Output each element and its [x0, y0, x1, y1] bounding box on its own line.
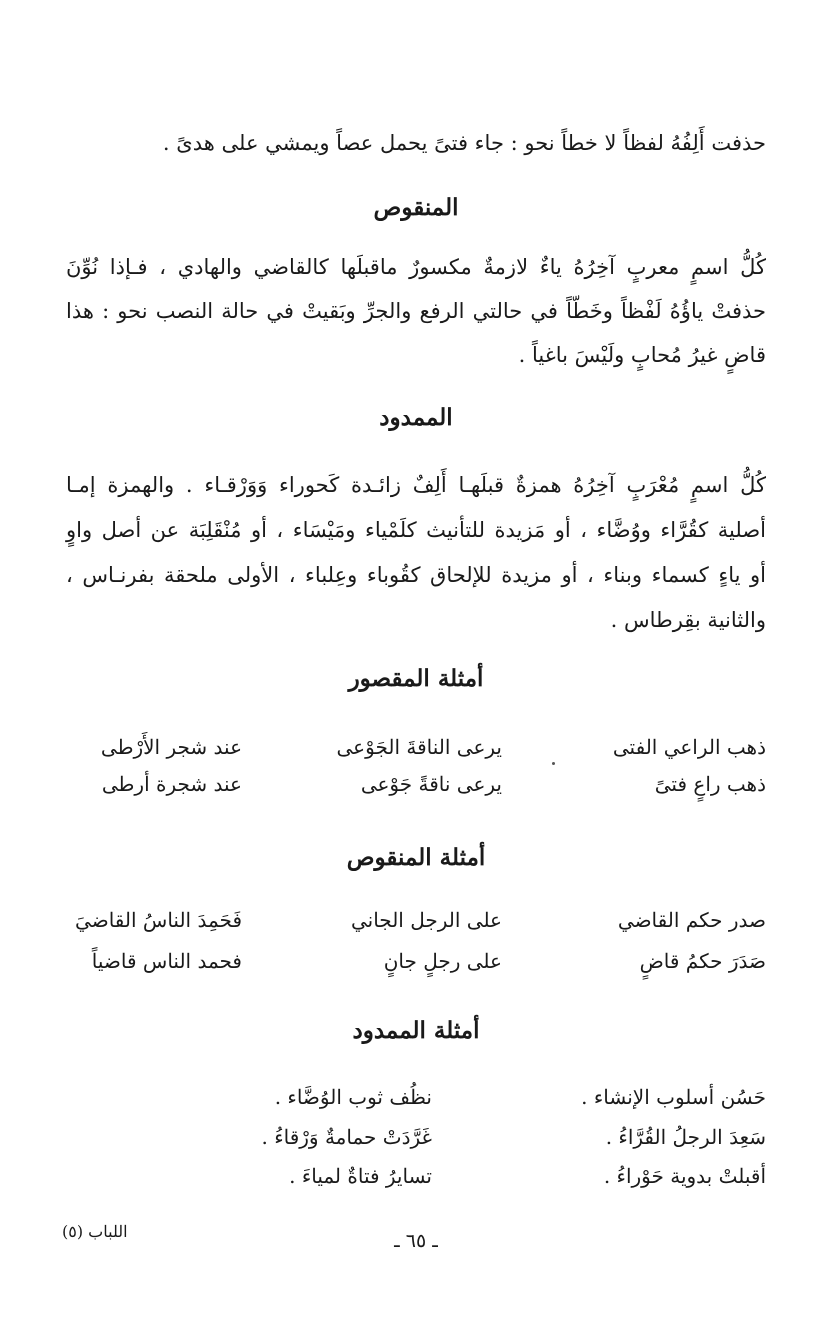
mamdud-cell: حَسُن أسلوب الإنشاء .	[581, 1085, 766, 1109]
manqus-line-1: كُلُّ اسمٍ معربٍ آخِرُهُ ياءٌ لازمةٌ مكسورٌ ماقبلَها كالقاضي والهادي ، فـإذا نُوِّنَ	[66, 255, 766, 279]
mamdud-line-1: كُلُّ اسمٍ مُعْرَبٍ آخِرُهُ همزةٌ قبلَهـا أَلِفٌ زائـدة كَحوراء وَوَرْقـاء . والهمزة إمـا	[66, 473, 766, 497]
maqsur-cell: ذهب الراعي الفتى	[612, 735, 766, 759]
mamdud-cell: تسايرُ فتاةٌ لمياءَ .	[289, 1164, 432, 1188]
heading-mamdud: الممدود	[379, 404, 453, 431]
maqsur-cell: يرعى ناقةً جَوْعى	[360, 772, 502, 796]
mamdud-cell: أقبلتْ بدوية حَوْراءُ .	[603, 1164, 766, 1188]
signature-mark: اللباب (٥)	[62, 1222, 128, 1241]
maqsur-cell: ذهب راعٍ فتىً	[654, 772, 766, 796]
manqus-line-3: قاضٍ غيرُ مُحابٍ ولَيْسَ باغياً .	[518, 343, 766, 367]
mamdud-cell: غَرَّدَتْ حمامةٌ وَرْقاءُ .	[261, 1125, 432, 1149]
mamdud-cell: سَعِدَ الرجلُ القُرَّاءُ .	[605, 1125, 766, 1149]
mamdud-line-2: أصلية كقُرَّاء ووُضَّاء ، أو مَزيدة للتأنيث كلَمْياء ومَيْسَاء ، أو مُنْقَلِبَة عن أصل واوٍ	[66, 518, 766, 542]
mamdud-line-4: والثانية بقِرطاس .	[610, 608, 766, 632]
manqus-cell: على رجلٍ جانٍ	[383, 949, 502, 973]
mamdud-line-3: أو ياءٍ كسماء وبناء ، أو مزيدة للإلحاق كقُوباء وعِلباء ، الأولى ملحقة بفرنـاس ،	[66, 563, 766, 587]
maqsur-cell: عند شجرة أرطى	[101, 772, 242, 796]
heading-examples-manqus: أمثلة المنقوص	[346, 844, 486, 871]
maqsur-cell: عند شجر الأَرْطى	[100, 735, 242, 759]
manqus-cell: صَدَرَ حكمُ قاضٍ	[639, 949, 766, 973]
maqsur-cell: يرعى الناقةَ الجَوْعى	[336, 735, 502, 759]
heading-examples-maqsur: أمثلة المقصور	[348, 665, 484, 692]
heading-examples-mamdud: أمثلة الممدود	[352, 1017, 480, 1044]
manqus-cell: على الرجل الجاني	[350, 908, 502, 932]
ink-speck	[552, 762, 555, 765]
manqus-cell: فحمد الناس قاضياً	[91, 949, 242, 973]
page-number: ـ ٦٥ ـ	[394, 1230, 438, 1252]
heading-manqus: المنقوص	[373, 194, 459, 221]
manqus-line-2: حذفتْ ياؤُهُ لَفْظاً وخَطّاً في حالتي الرفع والجرِّ وبَقيتْ في حالة النصب نحو : هذا	[66, 299, 766, 323]
manqus-cell: صدر حكم القاضي	[617, 908, 766, 932]
intro-line: حذفت أَلِفُهُ لفظاً لا خطاً نحو : جاء فتىً يحمل عصاً ويمشي على هدىً .	[162, 131, 766, 155]
mamdud-cell: نظُف ثوب الوُضَّاء .	[274, 1085, 432, 1109]
manqus-cell: فَحَمِدَ الناسُ القاضيَ	[75, 908, 242, 932]
